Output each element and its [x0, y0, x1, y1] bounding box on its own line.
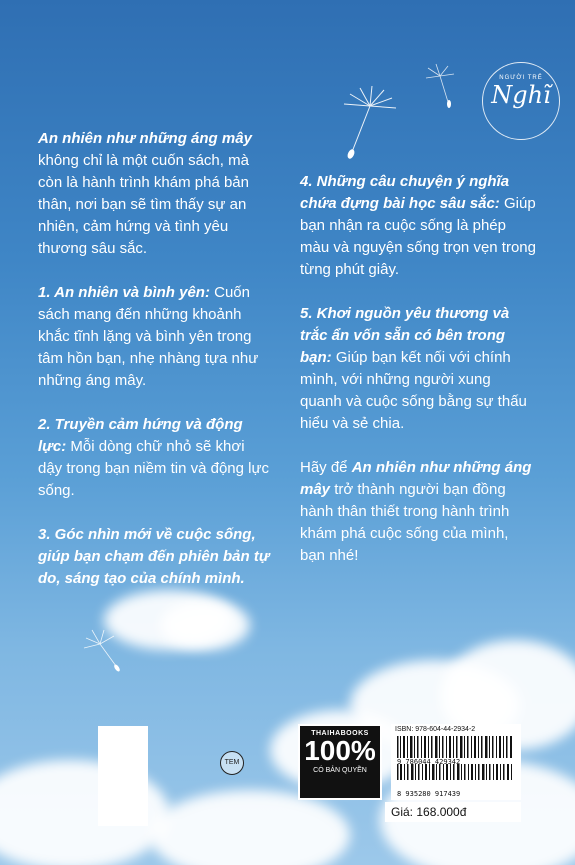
point-3-title: 3. Góc nhìn mới về cuộc sống, giúp bạn chạm đến phiên bản tự do, sáng tạo của chính mình.: [38, 526, 270, 587]
point-4-title: 4. Những câu chuyện ý nghĩa chứa đựng bài học sâu sắc:: [300, 173, 510, 212]
logo-top-text: NGƯỜI TRẺ: [499, 75, 543, 81]
point-1-title: 1. An nhiên và bình yên:: [38, 284, 210, 301]
dandelion-seed-icon-3: [78, 626, 128, 676]
tem-stamp: TEM: [220, 751, 244, 775]
point-4-body: Giúp bạn nhận ra cuộc sống là phép màu và nguyện sống trọn vẹn trong từng phút giây.: [300, 195, 536, 278]
publisher-logo: [482, 62, 560, 140]
intro-paragraph: [38, 128, 272, 260]
closing-paragraph: [300, 457, 536, 567]
right-column: [300, 171, 536, 589]
logo-main-text: Nghĩ: [491, 81, 551, 109]
blank-sticker-area: [98, 726, 148, 826]
point-5-title: 5. Khơi nguồn yêu thương và trắc ẩn vốn sẵn có bên trong bạn:: [300, 305, 510, 366]
point-5-body: Giúp bạn kết nối với chính mình, với những người xung quanh và cuộc sống bằng sự thấu hiểu và sẻ chia.: [300, 349, 527, 432]
point-2-body: Mỗi dòng chữ nhỏ sẽ khơi dậy trong bạn niềm tin và động lực sống.: [38, 438, 270, 499]
barcode-number-1: 9 786044 429342: [397, 758, 461, 766]
dandelion-seed-icon-2: [420, 62, 470, 112]
barcode-number-2: 8 935280 917439: [397, 790, 461, 798]
point-2: [38, 414, 272, 502]
point-5: [300, 303, 536, 435]
point-1: [38, 282, 272, 392]
dandelion-seed-icon: [330, 82, 410, 162]
point-1-body: Cuốn sách mang đến những khoảnh khắc tĩnh lặng và bình yên trong tâm hồn bạn, nhẹ nhàng tựa như những áng mây.: [38, 284, 259, 389]
isbn-text: ISBN: 978-604-44-2934-2: [395, 726, 476, 733]
book-title-highlight: An nhiên như những áng mây: [38, 130, 252, 147]
badge-100: 100%: [304, 735, 376, 766]
closing-pre: Hãy để: [300, 459, 352, 476]
closing-title: An nhiên như những áng mây: [300, 459, 532, 498]
point-2-title: 2. Truyền cảm hứng và động lực:: [38, 416, 243, 455]
point-4: [300, 171, 536, 281]
badge-sub: CÓ BẢN QUYỀN: [313, 767, 367, 774]
point-3: [38, 524, 272, 590]
closing-post: trở thành người bạn đồng hành thân thiết trong hành trình khám phá cuộc sống của mình, bạn nhé!: [300, 481, 510, 564]
copyright-badge: [298, 724, 382, 800]
badge-brand: THAIHABOOKS: [311, 730, 369, 737]
left-column: [38, 128, 272, 612]
cloud-bottom-center: [150, 790, 350, 865]
price-label: Giá: 168.000đ: [385, 802, 521, 822]
barcode-block: [391, 724, 521, 800]
intro-body: không chỉ là một cuốn sách, mà còn là hành trình khám phá bản thân, nơi bạn sẽ tìm thấy sự an nhiên, cảm hứng và tình yêu thương sâu sắc.: [38, 152, 249, 257]
